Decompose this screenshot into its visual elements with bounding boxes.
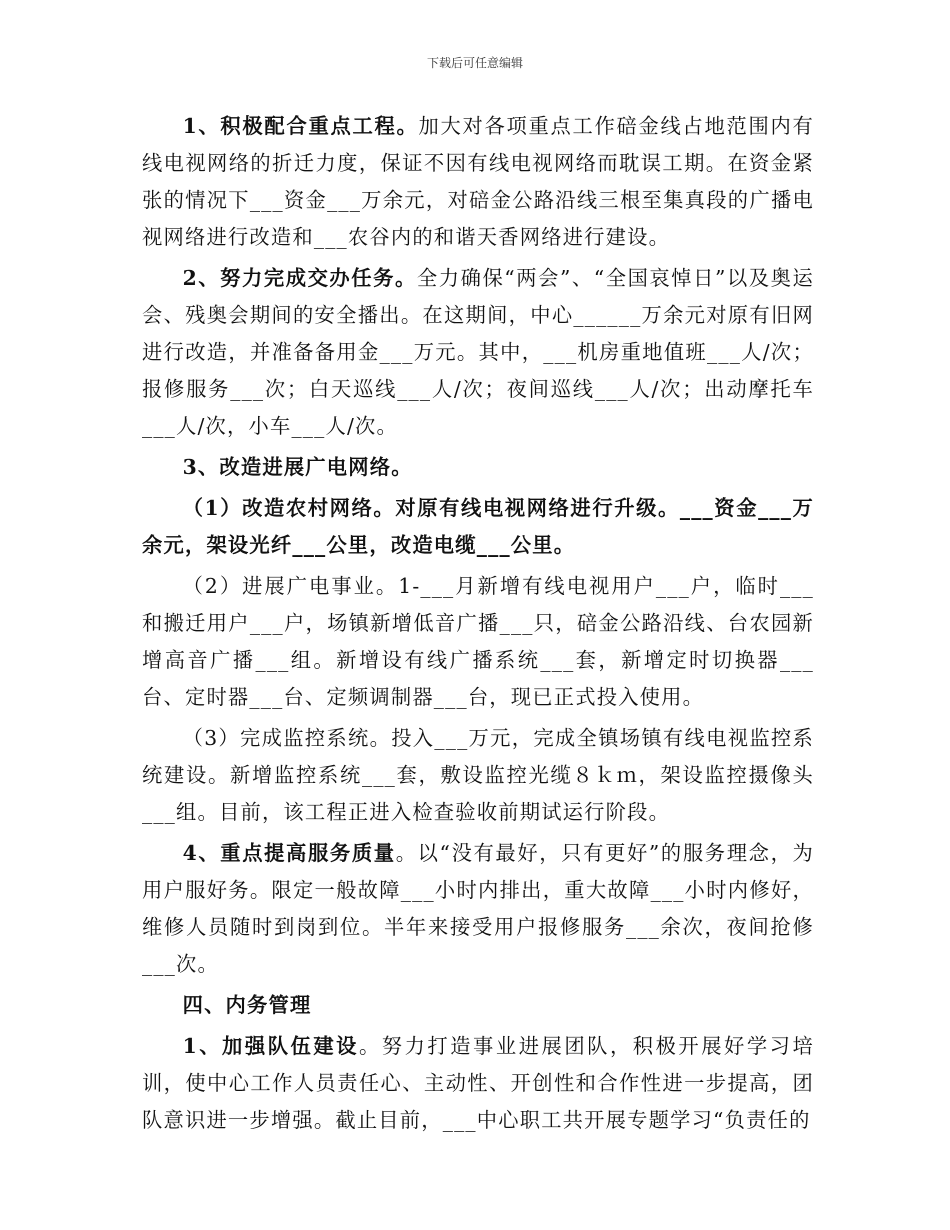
paragraph-2-heading: 2、努力完成交办任务。 [182, 266, 417, 290]
document-body [142, 108, 814, 1143]
paragraph-4 [142, 835, 814, 983]
paragraph-3 [142, 449, 814, 486]
paragraph-5-text: 。努力打造事业进展团队，积极开展好学习培训，使中心工作人员责任心、主动性、开创性和合作性进一步提高，团队意识进一步增强。截止目前，___中心职工共开展专题学习“负责任的 [142, 1034, 814, 1132]
paragraph-5-heading: 1、加强队伍建设 [182, 1034, 359, 1058]
paragraph-1-heading: 1、积极配合重点工程。 [182, 114, 419, 138]
section-4-title: 四、内务管理 [182, 993, 312, 1017]
paragraph-3-3 [142, 720, 814, 831]
paragraph-3-2-text: （2）进展广电事业。1-___月新增有线电视用户___户，临时___和搬迁用户___户，场镇新增低音广播___只，碚金公路沿线、台农园新增高音广播___组。新增设有线广播系统___套，新增定时切换器___台、定时器___台、定频调制器___台，现已正式投入使用。 [142, 574, 814, 709]
paragraph-1-text: 加大对各项重点工作碚金线占地范围内有线电视网络的折迁力度，保证不因有线电视网络而耽误工期。在资金紧张的情况下___资金___万余元，对碚金公路沿线三根至集真段的广播电视网络进行改造和___农谷内的和谐天香网络进行建设。 [142, 114, 815, 249]
paragraph-3-3-text: （3）完成监控系统。投入___万元，完成全镇场镇有线电视监控系统建设。新增监控系统___套，敷设监控光缆８ｋｍ，架设监控摄像头___组。目前，该工程正进入检查验收前期试运行阶段。 [142, 726, 814, 824]
paragraph-2 [142, 260, 814, 445]
paragraph-3-1 [142, 490, 814, 564]
paragraph-3-heading: 3、改造进展广电网络。 [182, 455, 413, 479]
paragraph-4-heading: 4、重点提高服务质量 [182, 841, 396, 865]
page-header: 下载后可任意编辑 [426, 56, 523, 70]
paragraph-5 [142, 1028, 814, 1139]
paragraph-4-text: 。以“没有最好，只有更好”的服务理念，为用户服好务。限定一般故障___小时内排出，重大故障___小时内修好，维修人员随时到岗到位。半年来接受用户报修服务___余次，夜间抢修___次。 [142, 841, 814, 976]
paragraph-1 [142, 108, 814, 256]
section-heading-4 [142, 987, 814, 1024]
paragraph-3-1-bold: （1）改造农村网络。对原有线电视网络进行升级。___资金___万余元，架设光纤___公里，改造电缆___公里。 [142, 496, 814, 557]
paragraph-2-text: 全力确保“两会”、“全国哀悼日”以及奥运会、残奥会期间的安全播出。在这期间，中心______万余元对原有旧网进行改造，并准备备用金___万元。其中，___机房重地值班___人/次；报修服务___次；白天巡线___人/次；夜间巡线___人/次；出动摩托车___人/次，小车___人/次。 [142, 266, 815, 438]
paragraph-3-2 [142, 568, 814, 716]
